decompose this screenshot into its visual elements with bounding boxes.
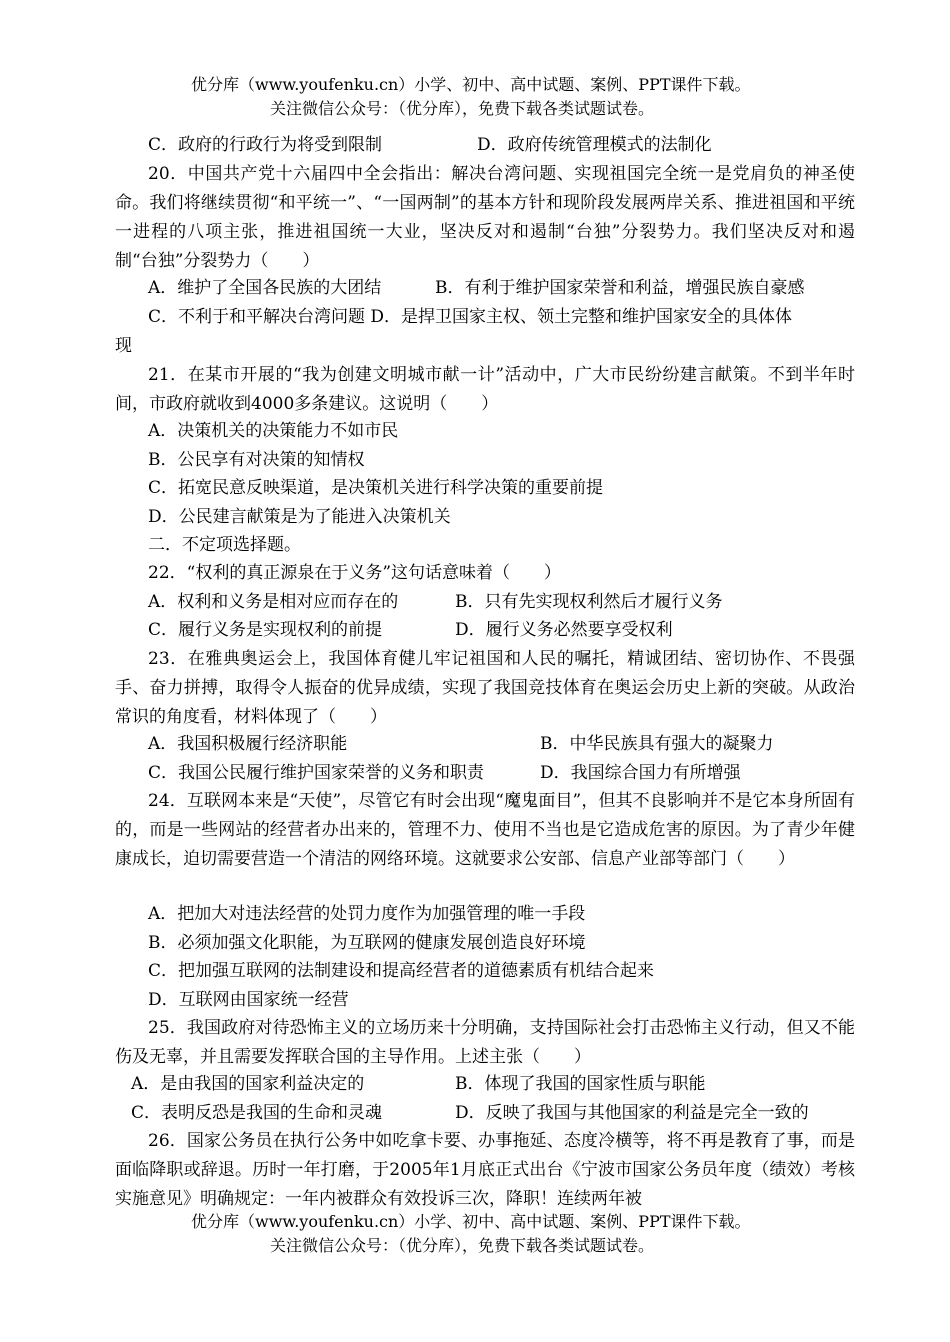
header-line-1: 优分库（www.youfenku.cn）小学、初中、高中试题、案例、PPT课件下载。 (191, 75, 751, 94)
q26-stem: 26．国家公务员在执行公务中如吃拿卡要、办事拖延、态度冷横等，将不再是教育了事，而是面临降职或辞退。历时一年打磨，于2005年1月底正式出台《宁波市国家公务员年度（绩效）考核实施意见》明确规定：一年内被群众有效投诉三次，降职！连续两年被 (115, 1131, 855, 1209)
q23-option-d: D．我国综合国力有所增强 (540, 763, 741, 783)
q25-option-a: A．是由我国的国家利益决定的 (131, 1074, 365, 1094)
q22-option-a: A．权利和义务是相对应而存在的 (148, 592, 399, 612)
q25-stem: 25．我国政府对待恐怖主义的立场历来十分明确，支持国际社会打击恐怖主义行动，但又不能伤及无辜，并且需要发挥联合国的主导作用。上述主张（ ） (115, 1018, 855, 1067)
q21-stem: 21．在某市开展的“我为创建文明城市献一计”活动中，广大市民纷纷建言献策。不到半年时间，市政府就收到4000多条建议。这说明（ ） (115, 365, 855, 414)
header-line-2: 关注微信公众号：（优分库），免费下载各类试题试卷。 (270, 99, 655, 118)
footer-line-1: 优分库（www.youfenku.cn）小学、初中、高中试题、案例、PPT课件下载。 (191, 1212, 751, 1231)
q22-stem: 22．“权利的真正源泉在于义务”这句话意味着（ ） (148, 563, 562, 583)
q21-option-d: D．公民建言献策是为了能进入决策机关 (148, 507, 451, 527)
q20-option-cd: C．不利于和平解决台湾问题 D．是捍卫国家主权、领土完整和维护国家安全的具体体 (148, 307, 793, 327)
q24-option-d: D．互联网由国家统一经营 (148, 990, 349, 1010)
q24-option-b: B．必须加强文化职能，为互联网的健康发展创造良好环境 (148, 933, 586, 953)
q25-option-b: B．体现了我国的国家性质与职能 (455, 1074, 706, 1094)
q25-option-c: C．表明反恐是我国的生命和灵魂 (131, 1103, 383, 1123)
q24-option-a: A．把加大对违法经营的处罚力度作为加强管理的唯一手段 (148, 904, 586, 924)
q20-option-a: A．维护了全国各民族的大团结 (148, 278, 382, 298)
q21-option-a: A．决策机关的决策能力不如市民 (148, 421, 399, 441)
q19-option-c: C．政府的行政行为将受到限制 (148, 135, 383, 155)
q21-option-b: B．公民享有对决策的知情权 (148, 450, 365, 470)
q24-stem: 24．互联网本来是“天使”，尽管它有时会出现“魔鬼面目”，但其不良影响并不是它本身所固有的，而是一些网站的经营者办出来的，管理不力、使用不当也是它造成危害的原因。为了青少年健康成长，迫切需要营造一个清洁的网络环境。这就要求公安部、信息产业部等部门（ ） (115, 791, 855, 869)
q20-stem: 20．中国共产党十六届四中全会指出：解决台湾问题、实现祖国完全统一是党肩负的神圣使命。我们将继续贯彻“和平统一”、“一国两制”的基本方针和现阶段发展两岸关系、推进祖国和平统一进程的八项主张，推进祖国统一大业，坚决反对和遏制“台独”分裂势力。我们坚决反对和遏制“台独”分裂势力（ ） (115, 164, 855, 271)
q22-option-c: C．履行义务是实现权利的前提 (148, 620, 383, 640)
q20-option-cd-wrap: 现 (115, 336, 132, 356)
q23-option-a: A．我国积极履行经济职能 (148, 734, 348, 754)
q24-option-c: C．把加强互联网的法制建设和提高经营者的道德素质有机结合起来 (148, 961, 655, 981)
q23-option-b: B．中华民族具有强大的凝聚力 (540, 734, 774, 754)
q23-stem: 23．在雅典奥运会上，我国体育健儿牢记祖国和人民的嘱托，精诚团结、密切协作、不畏强手、奋力拼搏，取得令人振奋的优异成绩，实现了我国竞技体育在奥运会历史上新的突破。从政治常识的角度看，材料体现了（ ） (115, 649, 855, 727)
q22-option-b: B．只有先实现权利然后才履行义务 (455, 592, 723, 612)
q23-option-c: C．我国公民履行维护国家荣誉的义务和职责 (148, 763, 485, 783)
q20-option-b: B．有利于维护国家荣誉和利益，增强民族自豪感 (435, 278, 805, 298)
footer-line-2: 关注微信公众号：（优分库），免费下载各类试题试卷。 (270, 1236, 655, 1255)
q25-option-d: D．反映了我国与其他国家的利益是完全一致的 (455, 1103, 809, 1123)
q22-option-d: D．履行义务必然要享受权利 (455, 620, 673, 640)
q19-option-d: D．政府传统管理模式的法制化 (477, 135, 712, 155)
section-heading: 二．不定项选择题。 (148, 535, 301, 555)
q21-option-c: C．拓宽民意反映渠道，是决策机关进行科学决策的重要前提 (148, 478, 604, 498)
